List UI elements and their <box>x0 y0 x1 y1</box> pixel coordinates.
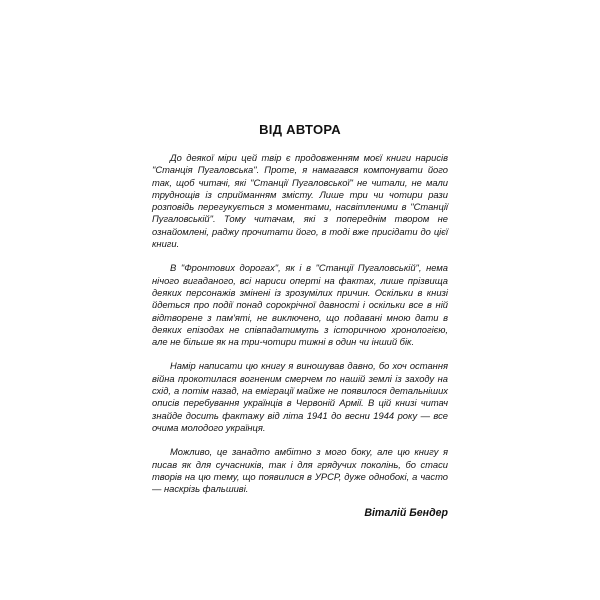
paragraph-2: В "Фронтових дорогах", як і в "Станції Пугаловській", нема нічого вигаданого, всі нариси оперті на фактах, лише прізвища деяких персонажів змінені із зрозумілих причин. Оскільки в книзі йдеться про події понад сорокрічної давності і оскільки все в ній відтворене з пам'яті, не виключено, що подавані мною дати в деяких епізодах не співпадатимуть з історичною хронологією, але не більше як на три-чотири тижні в один чи інший бік. <box>152 262 448 348</box>
body-text <box>152 152 448 519</box>
paragraph-1: До деякої міри цей твір є продовженням моєї книги нарисів "Станція Пугаловська". Проте, я намагався компонувати його так, щоб читачі, які "Станції Пугаловської" не читали, не мали труднощів із сприйманням змісту. Лише три чи чотири рази розповідь перегукується з моментами, насвітленими в "Станції Пугаловській". Тому читачам, які з попереднім твором не ознайомлені, раджу прочитати його, в тоді вже присідати до цієї книги. <box>152 152 448 250</box>
paragraph-3: Намір написати цю книгу я виношував давно, бо хоч остання війна прокотилася вогненим смерчем по нашій землі із заходу на схід, а потім назад, на еміграції майже не появилося детальніших описів перебування українців в Червоній Армії. В цій книзі читач знайде досить фактажу від літа 1941 до весни 1944 року — все очима молодого українця. <box>152 360 448 433</box>
paragraph-4: Можливо, це занадто амбітно з мого боку, але цю книгу я писав як для сучасників, так і для грядучих поколінь, бо стаси творів на цю тему, що появилися в УРСР, дуже однобокі, а часто — наскрізь фальшиві. <box>152 446 448 495</box>
page-title: ВІД АВТОРА <box>259 122 341 137</box>
author-signature: Віталій Бендер <box>364 507 448 520</box>
